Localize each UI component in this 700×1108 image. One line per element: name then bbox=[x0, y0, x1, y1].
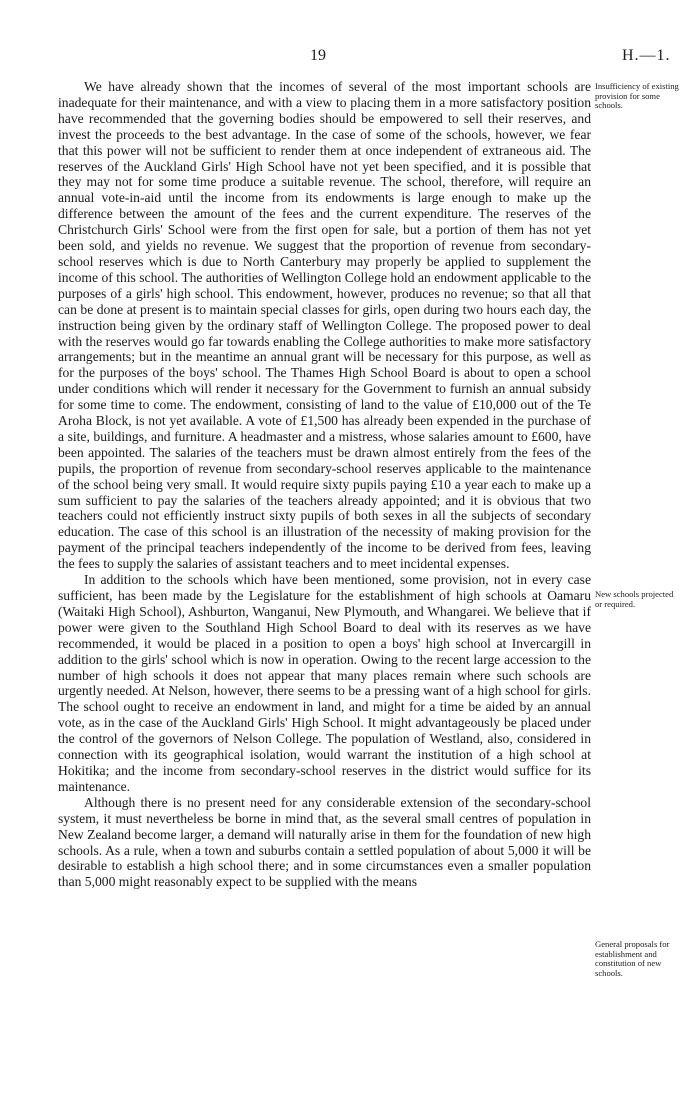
paragraph-new-schools: In addition to the schools which have been mentioned, some provision, not in every case sufficient, has been made by the Legislature for the establishment of high schools at Oamaru (Waitaki High School), Ashburton, Wanganui, New Plymouth, and Whangarei. We believe that if power were given to the Southland High School Board to deal with its reserves as we have recommended, it would be placed in a position to open a boys' high school at Invercargill in addition to the girls' school which is now in operation. Owing to the recent large accession to the number of high schools it does not appear that many places remain where such schools are urgently needed. At Nelson, however, there seems to be a pressing want of a high school for girls. The school ought to receive an endowment in land, and might for a time be aided by an annual vote, as in the case of the Auckland Girls' High School. It might advantageously be placed under the control of the governors of Nelson College. The population of Westland, also, considered in connection with its geographical isolation, would warrant the institution of a high school at Hokitika; and the income from secondary-school reserves in the district would suffice for its maintenance. bbox=[58, 572, 591, 794]
paragraph-insufficiency: We have already shown that the incomes of several of the most important schools are inadequate for their maintenance, and with a view to placing them in a more satisfactory position have recommended that the governing bodies should be empowered to sell their reserves, and invest the proceeds to the best advantage. In the case of some of the schools, however, we fear that this power will not be sufficient to render them at once independent of extraneous aid. The reserves of the Auckland Girls' High School have not yet been specified, and it is possible that they may not for some time produce a suitable revenue. The school, therefore, will require an annual vote-in-aid until the income from its endowments is large enough to make up the difference between the amount of the fees and the current expenditure. The reserves of the Christchurch Girls' School were from the first open for sale, but a portion of them has not yet been sold, and yields no revenue. We suggest that the proportion of revenue from secondary-school reserves which is due to North Canterbury may properly be applied to supplement the income of this school. The authorities of Wellington College hold an endowment applicable to the purposes of a girls' high school. This endowment, however, produces no revenue; so that all that can be done at present is to maintain special classes for girls, open during two hours each day, the instruction being given by the ordinary staff of Wellington College. The proposed power to deal with the reserves would go far towards enabling the College authorities to make more satisfactory arrangements; but in the meantime an annual grant will be necessary for this purpose, as well as for the purposes of the boys' school. The Thames High School Board is about to open a school under conditions which will render it necessary for the Government to furnish an annual subsidy for some time to come. The endowment, consisting of land to the value of £10,000 out of the Te Aroha Block, is not yet available. A vote of £1,500 has already been expended in the purchase of a site, buildings, and furniture. A headmaster and a mistress, whose salaries amount to £600, have been appointed. The salaries of the teachers must be drawn almost entirely from the fees of the pupils, the proportion of revenue from secondary-school reserves applicable to the maintenance of the school being very small. It would require sixty pupils paying £10 a year each to make up a sum sufficient to pay the salaries of the teachers already appointed; and it is obvious that two teachers could not efficiently instruct sixty pupils of both sexes in all the subjects of secondary education. The case of this school is an illustration of the necessity of making provision for the payment of the principal teachers independently of the income to be derived from fees, leaving the fees to supply the salaries of assistant teachers and to meet incidental expenses. bbox=[58, 79, 591, 572]
page-number: 19 bbox=[310, 47, 326, 64]
side-note-new-schools: New schools projected or required. bbox=[595, 589, 674, 609]
page-header bbox=[0, 47, 700, 69]
side-note-insufficiency: Insufficiency of existing provision for some schools. bbox=[595, 81, 679, 111]
paragraph-general-proposals: Although there is no present need for any considerable extension of the secondary-school system, it must nevertheless be borne in mind that, as the several small centres of population in New Zealand become larger, a demand will naturally arise in them for the foundation of new high schools. As a rule, when a town and suburbs contain a settled population of about 5,000 it will be desirable to establish a high school there; and in some circumstances even a smaller population than 5,000 might reasonably expect to be supplied with the means bbox=[58, 794, 591, 890]
document-code: H.—1. bbox=[622, 47, 671, 64]
side-note-general-proposals: General proposals for establishment and constitution of new schools. bbox=[595, 939, 670, 978]
body-text bbox=[58, 79, 591, 890]
